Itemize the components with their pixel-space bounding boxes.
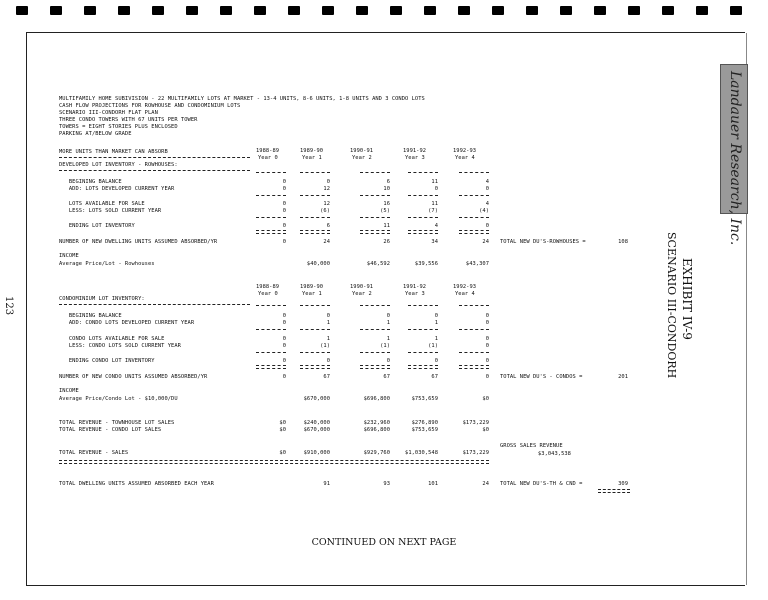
rowhouse-value: 0 xyxy=(282,208,286,214)
binder-hole xyxy=(186,6,198,15)
year-label-header: Year 3 xyxy=(405,291,425,297)
rowhouse-value: 0 xyxy=(326,179,330,185)
condo-value: 0 xyxy=(485,336,489,342)
row-label: ENDING LOT INVENTORY xyxy=(59,223,135,229)
binder-hole xyxy=(492,6,504,15)
condo-value: 0 xyxy=(282,374,286,380)
condo-value: 0 xyxy=(326,313,330,319)
fiscal-year-header: 1991-92 xyxy=(403,284,427,290)
fiscal-year-header: 1992-93 xyxy=(453,284,477,290)
binder-hole xyxy=(84,6,96,15)
binder-hole xyxy=(560,6,572,15)
rowhouse-value: 0 xyxy=(282,186,286,192)
rowhouse-price: $40,000 xyxy=(306,261,330,267)
company-logo xyxy=(720,64,748,246)
dwelling-value: 91 xyxy=(323,481,330,487)
total-condos-label: TOTAL NEW DU'S - CONDOS = xyxy=(500,374,583,380)
page-number: 123 xyxy=(3,296,14,316)
condo-value: 0 xyxy=(282,336,286,342)
price-label: Average Price/Lot - Rowhouses xyxy=(59,261,155,267)
binder-holes xyxy=(0,6,768,16)
rowhouse-value: (5) xyxy=(380,208,390,214)
revenue-townhouse-value: $240,000 xyxy=(303,420,330,426)
revenue-condo-label: TOTAL REVENUE - CONDO LOT SALES xyxy=(59,427,162,433)
rowhouse-value: 10 xyxy=(383,186,390,192)
revenue-townhouse-label: TOTAL REVENUE - TOWNHOUSE LOT SALES xyxy=(59,420,175,426)
condo-value: (1) xyxy=(380,343,390,349)
rule xyxy=(256,305,286,306)
year-label-header: Year 1 xyxy=(302,291,322,297)
scenario-subtitle: SCENARIO III-CONDORH xyxy=(665,232,678,379)
header-line: TOWERS = EIGHT STORIES PLUS ENCLOSED xyxy=(59,124,178,130)
rowhouse-value: 6 xyxy=(326,223,330,229)
rule xyxy=(360,329,390,330)
header-line: THREE CONDO TOWERS WITH 67 UNITS PER TOWER xyxy=(59,117,198,123)
rule xyxy=(256,195,286,196)
double-rule xyxy=(256,230,286,234)
year-label-header: Year 1 xyxy=(302,155,322,161)
rule xyxy=(360,217,390,218)
rule xyxy=(459,352,489,353)
year-label-header: Year 4 xyxy=(455,291,475,297)
rule xyxy=(459,195,489,196)
fiscal-year-header: 1988-89 xyxy=(256,284,280,290)
rowhouse-value: 0 xyxy=(282,201,286,207)
revenue-condo-value: $696,800 xyxy=(363,427,390,433)
income-label: INCOME xyxy=(59,253,79,259)
year-label-header: Year 3 xyxy=(405,155,425,161)
double-rule xyxy=(360,230,390,234)
double-rule xyxy=(300,230,330,234)
revenue-sales-value: $1,030,548 xyxy=(405,450,438,456)
exhibit-title: EXHIBIT IV-9 xyxy=(680,258,694,340)
year-label-header: Year 2 xyxy=(352,291,372,297)
row-label: ADD: LOTS DEVELOPED CURRENT YEAR xyxy=(59,186,175,192)
binder-hole xyxy=(118,6,130,15)
row-label: ADD: CONDO LOTS DEVELOPED CURRENT YEAR xyxy=(59,320,195,326)
revenue-townhouse-value: $276,890 xyxy=(411,420,438,426)
rowhouse-value: 34 xyxy=(431,239,438,245)
binder-hole xyxy=(288,6,300,15)
double-rule xyxy=(59,460,489,464)
rule xyxy=(59,304,250,305)
rowhouse-value: 4 xyxy=(434,223,438,229)
rowhouse-value: 0 xyxy=(485,186,489,192)
double-rule xyxy=(300,365,330,369)
rowhouse-value: 24 xyxy=(323,239,330,245)
binder-hole xyxy=(356,6,368,15)
rule xyxy=(408,217,438,218)
fiscal-year-header: 1990-91 xyxy=(350,284,374,290)
rowhouse-value: 0 xyxy=(282,239,286,245)
rowhouse-value: 12 xyxy=(323,186,330,192)
rowhouse-price: $46,592 xyxy=(366,261,390,267)
rule xyxy=(300,329,330,330)
rowhouse-value: 4 xyxy=(485,179,489,185)
rule xyxy=(59,157,250,158)
revenue-townhouse-value: $232,960 xyxy=(363,420,390,426)
rule xyxy=(256,172,286,173)
revenue-condo-value: $753,659 xyxy=(411,427,438,433)
row-label: LESS: LOTS SOLD CURRENT YEAR xyxy=(59,208,162,214)
dwelling-value: 93 xyxy=(383,481,390,487)
rowhouse-value: 11 xyxy=(431,179,438,185)
total-rowhouses-value: 108 xyxy=(618,239,628,245)
rule xyxy=(408,195,438,196)
gross-sales-label: GROSS SALES REVENUE xyxy=(500,443,563,449)
total-condos-value: 201 xyxy=(618,374,628,380)
fiscal-year-header: 1992-93 xyxy=(453,148,477,154)
rule xyxy=(408,329,438,330)
rule xyxy=(300,352,330,353)
revenue-condo-value: $0 xyxy=(482,427,489,433)
rowhouse-value: 0 xyxy=(282,179,286,185)
year-label-header: Year 0 xyxy=(258,155,278,161)
revenue-sales-value: $173,229 xyxy=(462,450,489,456)
binder-hole xyxy=(152,6,164,15)
row-label: ENDING CONDO LOT INVENTORY xyxy=(59,358,155,364)
rule xyxy=(300,217,330,218)
condo-value: 0 xyxy=(485,313,489,319)
fiscal-year-header: 1989-90 xyxy=(300,284,324,290)
rowhouse-value: 4 xyxy=(485,201,489,207)
condo-value: 0 xyxy=(485,343,489,349)
header-line: PARKING AT/BELOW GRADE xyxy=(59,131,132,137)
year-label-header: Year 2 xyxy=(352,155,372,161)
double-rule xyxy=(256,365,286,369)
continued-footer: CONTINUED ON NEXT PAGE xyxy=(311,537,457,548)
double-rule xyxy=(598,489,630,493)
rule xyxy=(360,195,390,196)
rule xyxy=(300,172,330,173)
price-label: Average Price/Condo Lot - $10,000/DU xyxy=(59,396,178,402)
condo-title: CONDOMINIUM LOT INVENTORY: xyxy=(59,296,145,302)
condo-value: 1 xyxy=(434,320,438,326)
condo-value: 0 xyxy=(282,343,286,349)
rowhouse-price: $43,307 xyxy=(465,261,489,267)
revenue-condo-value: $0 xyxy=(279,427,286,433)
logo-text: Landauer Research, Inc. xyxy=(727,71,743,246)
condo-price: $696,800 xyxy=(363,396,390,402)
rowhouse-value: 24 xyxy=(482,239,489,245)
double-rule xyxy=(360,365,390,369)
binder-hole xyxy=(628,6,640,15)
rowhouse-value: 16 xyxy=(383,201,390,207)
rule xyxy=(360,172,390,173)
condo-value: 1 xyxy=(434,336,438,342)
rowhouse-value: (4) xyxy=(479,208,489,214)
double-rule xyxy=(459,230,489,234)
fiscal-year-header: 1991-92 xyxy=(403,148,427,154)
condo-value: 0 xyxy=(485,374,489,380)
binder-hole xyxy=(730,6,742,15)
rowhouse-subtitle: DEVELOPED LOT INVENTORY - ROWHOUSES: xyxy=(59,162,178,168)
rowhouse-value: 0 xyxy=(282,223,286,229)
revenue-townhouse-value: $0 xyxy=(279,420,286,426)
header-line: SCENARIO III-CONDORH FLAT PLAN xyxy=(59,110,158,116)
row-label: CONDO LOTS AVAILABLE FOR SALE xyxy=(59,336,165,342)
rule xyxy=(459,329,489,330)
condo-value: 0 xyxy=(434,358,438,364)
condo-value: (1) xyxy=(428,343,438,349)
double-rule xyxy=(459,365,489,369)
revenue-sales-value: $929,760 xyxy=(363,450,390,456)
rowhouse-price: $39,556 xyxy=(414,261,438,267)
rule xyxy=(300,305,330,306)
binder-hole xyxy=(322,6,334,15)
binder-hole xyxy=(662,6,674,15)
rowhouse-value: 12 xyxy=(323,201,330,207)
header-line: MULTIFAMILY HOME SUBIVISION - 22 MULTIFAMILY LOTS AT MARKET - 13-4 UNITS, 8-6 UNITS, 1-8 UNITS AND 3 CONDO LOTS xyxy=(59,96,425,102)
rowhouse-value: 11 xyxy=(383,223,390,229)
condo-value: 67 xyxy=(431,374,438,380)
gross-sales-value: $3,043,538 xyxy=(538,451,571,457)
rowhouse-value: 0 xyxy=(485,223,489,229)
condo-value: 1 xyxy=(326,320,330,326)
binder-hole xyxy=(696,6,708,15)
rule xyxy=(256,217,286,218)
binder-hole xyxy=(458,6,470,15)
fiscal-year-header: 1989-90 xyxy=(300,148,324,154)
rule xyxy=(408,172,438,173)
condo-value: 0 xyxy=(282,313,286,319)
rowhouse-value: 0 xyxy=(434,186,438,192)
income-label: INCOME xyxy=(59,388,79,394)
year-label-header: Year 0 xyxy=(258,291,278,297)
condo-value: 67 xyxy=(383,374,390,380)
condo-value: 0 xyxy=(434,313,438,319)
binder-hole xyxy=(526,6,538,15)
revenue-townhouse-value: $173,229 xyxy=(462,420,489,426)
condo-value: 67 xyxy=(323,374,330,380)
rowhouse-value: 6 xyxy=(386,179,390,185)
revenue-condo-value: $670,000 xyxy=(303,427,330,433)
total-dwelling-label: TOTAL NEW DU'S-TH & CND = xyxy=(500,481,583,487)
condo-value: 1 xyxy=(326,336,330,342)
binder-hole xyxy=(220,6,232,15)
binder-hole xyxy=(390,6,402,15)
rule xyxy=(59,170,250,171)
total-rowhouses-label: TOTAL NEW DU'S-ROWHOUSES = xyxy=(500,239,586,245)
binder-hole xyxy=(254,6,266,15)
condo-value: 0 xyxy=(485,358,489,364)
condo-value: 0 xyxy=(282,358,286,364)
rule xyxy=(459,305,489,306)
row-label: BEGINING BALANCE xyxy=(59,179,122,185)
condo-value: 1 xyxy=(386,336,390,342)
binder-hole xyxy=(424,6,436,15)
row-label: NUMBER OF NEW CONDO UNITS ASSUMED ABSORBED/YR xyxy=(59,374,208,380)
rowhouse-title: MORE UNITS THAN MARKET CAN ABSORB xyxy=(59,149,168,155)
revenue-sales-label: TOTAL REVENUE - SALES xyxy=(59,450,129,456)
rowhouse-value: 26 xyxy=(383,239,390,245)
condo-value: 0 xyxy=(386,358,390,364)
condo-price: $753,659 xyxy=(411,396,438,402)
dwelling-label: TOTAL DWELLING UNITS ASSUMED ABSORBED EACH YEAR xyxy=(59,481,214,487)
condo-price: $0 xyxy=(482,396,489,402)
dwelling-value: 24 xyxy=(482,481,489,487)
row-label: BEGINING BALANCE xyxy=(59,313,122,319)
header-line: CASH FLOW PROJECTIONS FOR ROWHOUSE AND CONDOMINIUM LOTS xyxy=(59,103,241,109)
condo-value: 0 xyxy=(386,313,390,319)
rule xyxy=(408,305,438,306)
condo-value: 0 xyxy=(282,320,286,326)
rule xyxy=(408,352,438,353)
condo-value: 1 xyxy=(386,320,390,326)
binder-hole xyxy=(594,6,606,15)
dwelling-value: 101 xyxy=(428,481,438,487)
revenue-sales-value: $0 xyxy=(279,450,286,456)
revenue-sales-value: $910,000 xyxy=(303,450,330,456)
rowhouse-value: (7) xyxy=(428,208,438,214)
rowhouse-value: 11 xyxy=(431,201,438,207)
rowhouse-value: (6) xyxy=(320,208,330,214)
fiscal-year-header: 1988-89 xyxy=(256,148,280,154)
rule xyxy=(256,329,286,330)
row-label: LESS: CONDO LOTS SOLD CURRENT YEAR xyxy=(59,343,181,349)
rule xyxy=(360,305,390,306)
double-rule xyxy=(408,230,438,234)
row-label: LOTS AVAILABLE FOR SALE xyxy=(59,201,145,207)
binder-hole xyxy=(50,6,62,15)
binder-hole xyxy=(16,6,28,15)
row-label: NUMBER OF NEW DWELLING UNITS ASSUMED ABSORBED/YR xyxy=(59,239,218,245)
year-label-header: Year 4 xyxy=(455,155,475,161)
condo-value: (1) xyxy=(320,343,330,349)
rule xyxy=(256,352,286,353)
double-rule xyxy=(408,365,438,369)
rule xyxy=(459,217,489,218)
fiscal-year-header: 1990-91 xyxy=(350,148,374,154)
rule xyxy=(459,172,489,173)
condo-value: 0 xyxy=(326,358,330,364)
total-dwelling-value: 309 xyxy=(618,481,628,487)
rule xyxy=(300,195,330,196)
rule xyxy=(360,352,390,353)
condo-value: 0 xyxy=(485,320,489,326)
condo-price: $670,000 xyxy=(303,396,330,402)
